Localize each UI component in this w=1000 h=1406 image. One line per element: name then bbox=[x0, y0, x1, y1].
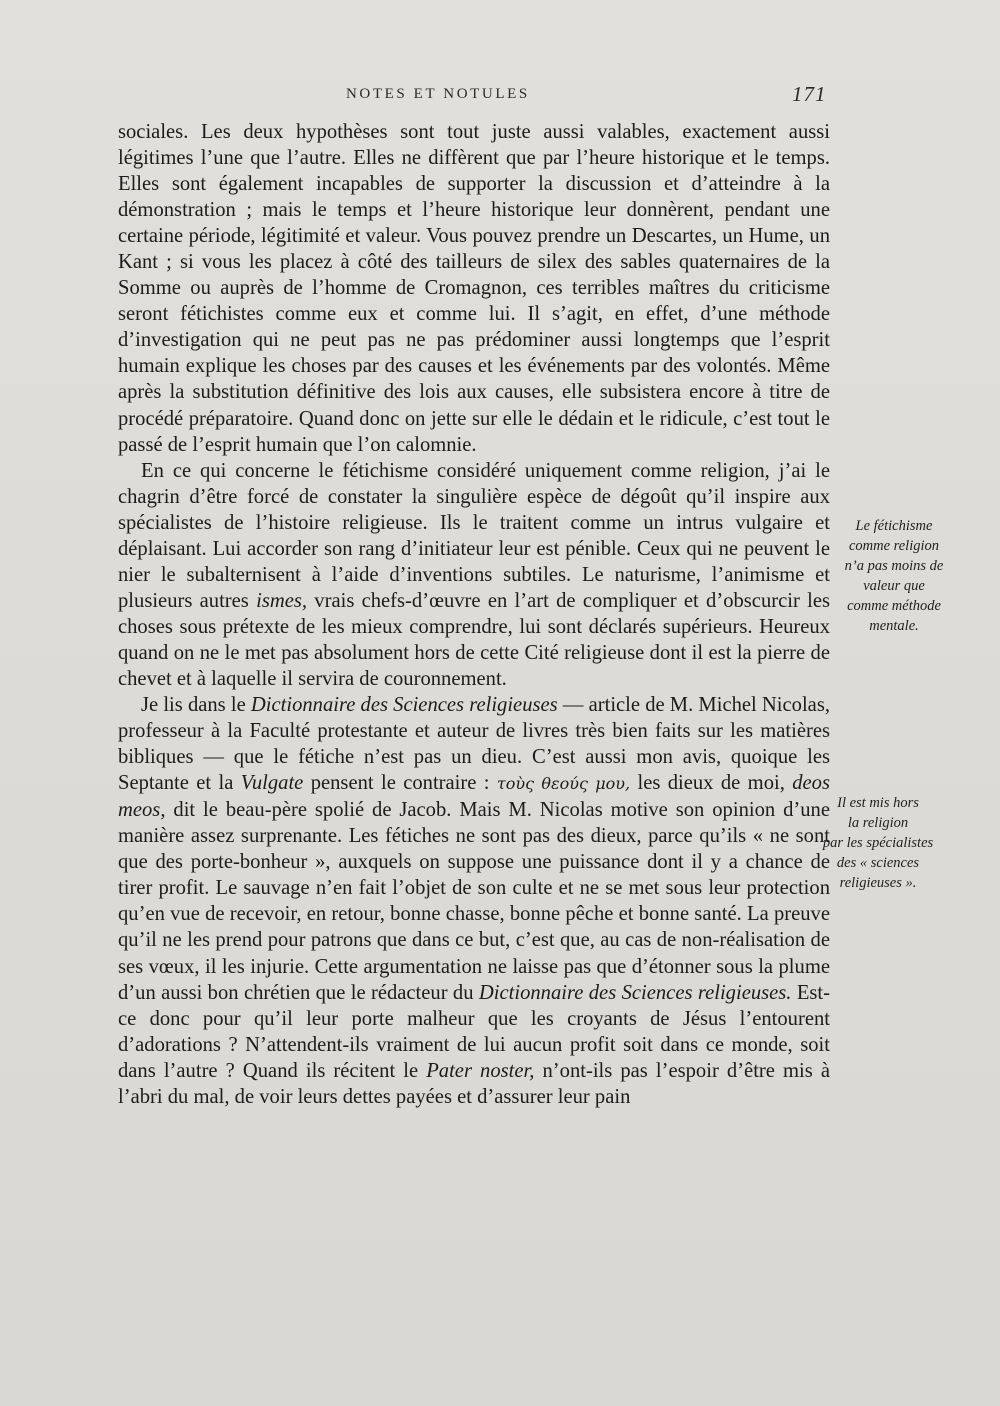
page-number: 171 bbox=[792, 82, 827, 106]
greek-quote: τοὺς θεούς μου, bbox=[496, 774, 631, 794]
margin-note-excluded bbox=[808, 793, 948, 893]
margin-note-line: par les spécialistes bbox=[822, 835, 934, 851]
paragraph bbox=[118, 458, 830, 692]
text-run: les dieux de moi, bbox=[630, 772, 793, 795]
text-run: n’ont-ils pas l’espoir d’être mis à l’abri du mal, de voir leurs dettes payées et d’assurer leur pain bbox=[118, 1059, 830, 1108]
text-run: vrais chefs-d’œuvre en l’art de compliquer et d’obscurcir les choses sous prétexte de les mieux comprendre, lui sont déclarés supérieurs. Heureux quand on ne le met pas absolument hors de cette Cité religieuse dont il est la pierre de chevet et à laquelle il servira de couronnement. bbox=[118, 589, 830, 690]
text-run: pensent le contraire : bbox=[303, 772, 497, 795]
margin-note-line: Il est mis hors bbox=[837, 795, 919, 811]
text-run: dit le beau-père spolié de Jacob. Mais M. Nicolas motive son opinion d’une manière assez surprenante. Les fétiches ne sont pas des dieux, parce qu’ils « ne sont que des porte-bonheur », auxquels on suppose une puissance dont il y a chance de tirer profit. Le sauvage n’en fait l’objet de son culte et ne se met sous leur protection qu’en vue de recevoir, en retour, bonne chasse, bonne pêche et bonne santé. La preuve qu’il ne les prend pour patrons que dans ce but, c’est que, au cas de non-réalisation de ses vœux, il les injurie. Cette argumentation ne laisse pas que d’étonner sous la plume d’un aussi bon chrétien que le rédacteur du bbox=[118, 799, 830, 1004]
margin-note-line: comme méthode bbox=[847, 598, 941, 614]
italic-run: ismes, bbox=[256, 589, 308, 612]
margin-note-line: mentale. bbox=[869, 618, 919, 634]
text-run: — article de M. Michel Nicolas, professeur à la Faculté protestante et auteur de livres très bien faits sur les matières bibliques — que le fétiche n’est pas un dieu. C’est aussi mon avis, quoique les Septante et la bbox=[118, 694, 830, 795]
text-run: Est-ce donc pour qu’il leur porte malheur que les croyants de Jésus l’entourent d’adorations ? N’attendent-ils vraiment de lui aucun profit soit dans ce monde, soit dans l’autre ? Quand ils récitent le bbox=[118, 981, 830, 1082]
margin-note-line: la religion bbox=[847, 815, 909, 831]
margin-note-line: religieuses ». bbox=[839, 875, 917, 891]
main-text-column bbox=[118, 119, 830, 1110]
margin-note-line: valeur que bbox=[863, 578, 925, 594]
italic-run: Pater noster, bbox=[426, 1059, 535, 1082]
paragraph bbox=[118, 119, 830, 458]
italic-run: Dictionnaire des Sciences religieuses. bbox=[478, 981, 792, 1004]
margin-note-line: Le fétichisme bbox=[855, 518, 933, 534]
italic-run: Dictionnaire des Sciences religieuses bbox=[250, 694, 558, 717]
margin-note-fetichism bbox=[824, 516, 964, 636]
margin-note-line: n’a pas moins de bbox=[844, 558, 944, 574]
text-run: sociales. Les deux hypothèses sont tout juste aussi valables, exactement aussi légitimes l’une que l’autre. Elles ne diffèrent que par l’heure historique et le temps. Elles sont également incapables de supporter la discussion et d’atteindre à la démonstration ; mais le temps et l’heure historique leur donnèrent, pendant une certaine période, légitimité et valeur. Vous pouvez prendre un Descartes, un Hume, un Kant ; si vous les placez à côté des tailleurs de silex des sables quaternaires de la Somme ou auprès de l’homme de Cromagnon, ces terribles maîtres du criticisme seront fétichistes comme eux et comme lui. Il s’agit, en effet, d’une méthode d’investigation qui ne peut pas ne pas prédominer aussi longtemps que l’esprit humain explique les choses par des causes et les événements par des volontés. Même après la substitution définitive des lois aux causes, elle subsistera encore à titre de procédé préparatoire. Quand donc on jette sur elle le dédain et le ridicule, c’est tout le passé de l’esprit humain que l’on calomnie. bbox=[118, 121, 830, 456]
running-title: NOTES ET NOTULES bbox=[346, 86, 530, 102]
italic-run: deos meos, bbox=[118, 772, 830, 822]
margin-note-line: des « sciences bbox=[836, 855, 920, 871]
italic-run: Vulgate bbox=[240, 772, 304, 795]
text-run: Je lis dans le bbox=[141, 694, 251, 717]
paragraph bbox=[118, 692, 830, 1110]
text-run: En ce qui concerne le fétichisme considéré uniquement comme religion, j’ai le chagrin d’être forcé de constater la singulière espèce de dégoût qu’il inspire aux spécialistes de l’histoire religieuse. Ils le traitent comme un intrus vulgaire et déplaisant. Lui accorder son rang d’initiateur leur est pénible. Ceux qui ne peuvent le nier le subalternisent à l’aide d’inventions subtiles. Le naturisme, l’animisme et plusieurs autres bbox=[118, 459, 830, 612]
margin-note-line: comme religion bbox=[848, 538, 940, 554]
